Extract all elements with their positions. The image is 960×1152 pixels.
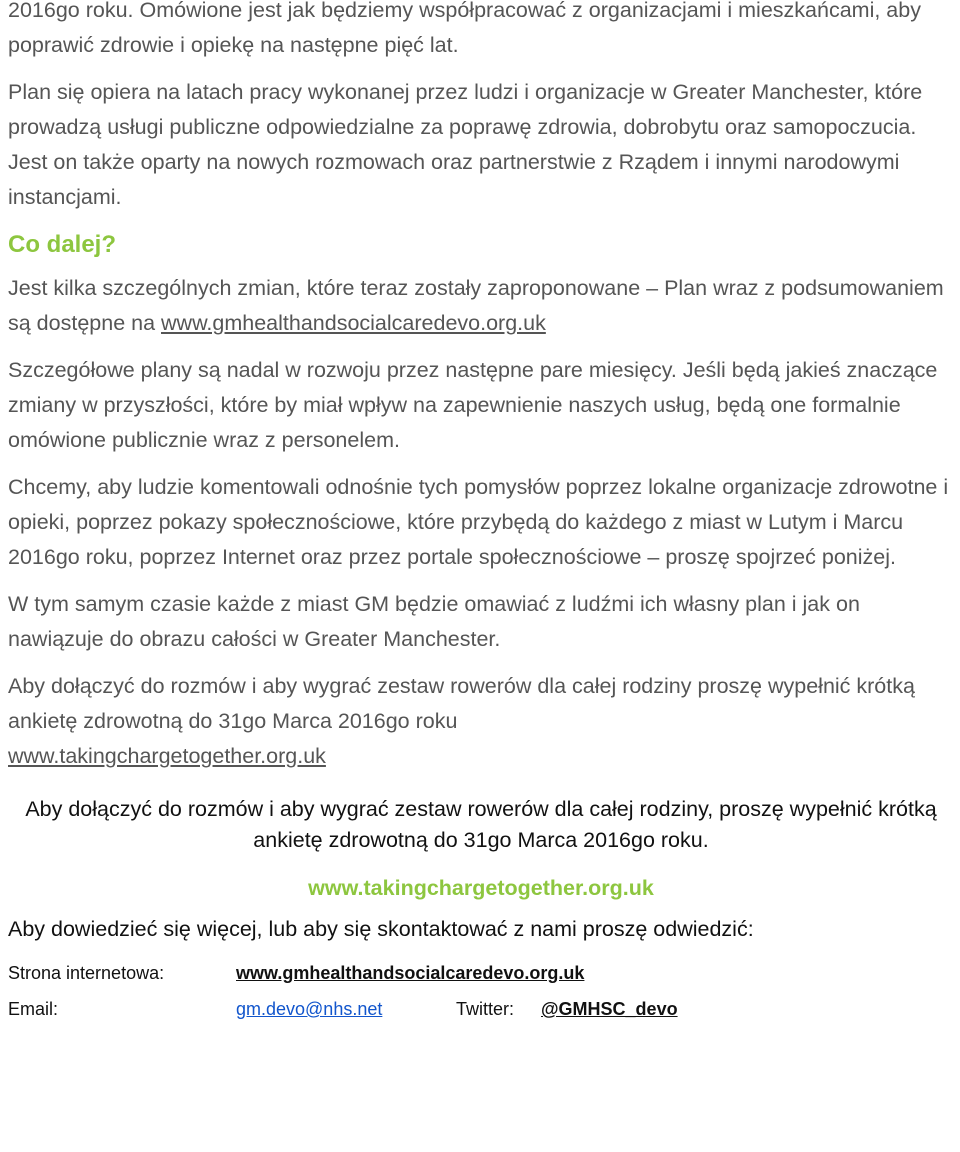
email-row [8,991,954,1027]
cities-paragraph: W tym samym czasie każde z miast GM będzie omawiać z ludźmi ich własny plan i jak on nawiązuje do obrazu całości w Greater Manchester. [8,592,860,651]
website-link[interactable]: www.gmhealthandsocialcaredevo.org.uk [236,963,585,983]
website-row [8,955,954,991]
callout-text: Aby dołączyć do rozmów i aby wygrać zestaw rowerów dla całej rodziny, proszę wypełnić krótką ankietę zdrowotną do 31go Marca 2016go roku. [25,797,937,852]
email-label: Email: [8,999,59,1019]
intro-paragraph: 2016go roku. Omówione jest jak będziemy współpracować z organizacjami i mieszkańcami, aby poprawić zdrowie i opiekę na następne pięć lat. [8,0,921,57]
survey-link[interactable]: www.takingchargetogether.org.uk [8,744,326,768]
contact-lead: Aby dowiedzieć się więcej, lub aby się skontaktować z nami proszę odwiedzić: [8,917,754,941]
email-link[interactable]: gm.devo@nhs.net [236,999,383,1019]
plan-website-link[interactable]: www.gmhealthandsocialcaredevo.org.uk [161,311,546,335]
plan-paragraph: Plan się opiera na latach pracy wykonanej przez ludzi i organizacje w Greater Manchester, które prowadzą usługi publiczne odpowiedzialne za poprawę zdrowia, dobrobytu oraz samopoczucia. Jest on także oparty na nowych rozmowach oraz partnerstwie z Rządem i innymi narodowymi instancjami. [8,80,923,209]
section-heading-what-next: Co dalej? [8,231,117,258]
twitter-label: Twitter: [456,999,515,1019]
detailed-plans-paragraph: Szczegółowe plany są nadal w rozwoju przez następne pare miesięcy. Jeśli będą jakieś znaczące zmiany w przyszłości, które by miał wpływ na zapewnienie naszych usług, będą one formalnie omówione publicznie wraz z personelem. [8,358,938,452]
website-label: Strona internetowa: [8,963,165,983]
comments-paragraph: Chcemy, aby ludzie komentowali odnośnie tych pomysłów poprzez lokalne organizacje zdrowotne i opieki, poprzez pokazy społecznościowe, które przybędą do każdego z miast w Lutym i Marcu 2016go roku, poprzez Internet oraz przez portale społecznościowe – proszę spojrzeć poniżej. [8,475,949,569]
survey-text: Aby dołączyć do rozmów i aby wygrać zestaw rowerów dla całej rodziny proszę wypełnić krótką ankietę zdrowotną do 31go Marca 2016go roku [8,674,915,733]
changes-paragraph [8,271,954,341]
callout-link[interactable]: www.takingchargetogether.org.uk [308,876,654,900]
changes-text: Jest kilka szczególnych zmian, które teraz zostały zaproponowane – Plan wraz z podsumowaniem są dostępne na [8,276,944,335]
twitter-link[interactable]: @GMHSC_devo [541,999,678,1019]
survey-paragraph [8,669,954,774]
